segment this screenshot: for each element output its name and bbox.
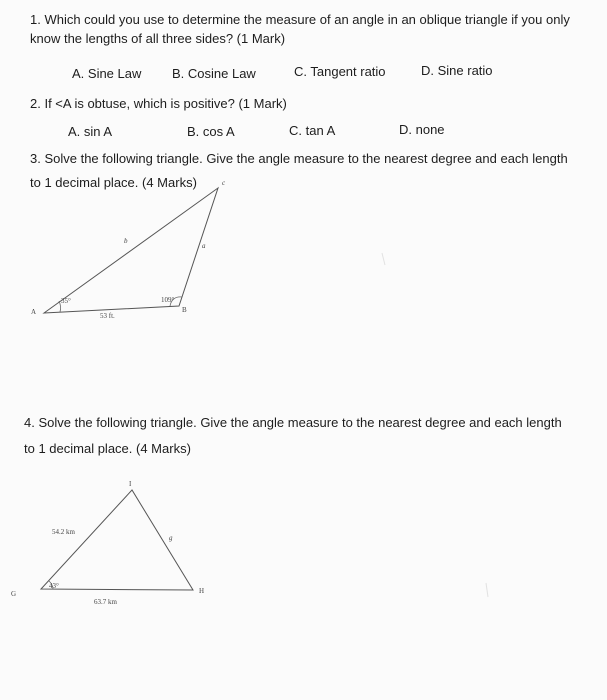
q2-option-c: C. tan A xyxy=(289,123,336,138)
question-4-text-line1: 4. Solve the following triangle. Give the angle measure to the nearest degree and each length xyxy=(24,415,562,430)
vertex-c-label: c xyxy=(222,179,226,187)
side-gh-label: 63.7 km xyxy=(94,598,117,606)
vertex-b-label: B xyxy=(182,306,187,314)
vertex-g-label: G xyxy=(11,590,17,598)
q1-option-c: C. Tangent ratio xyxy=(294,64,386,79)
side-c-label: 53 ft. xyxy=(100,312,115,320)
question-3-text-line2: to 1 decimal place. (4 Marks) xyxy=(30,175,197,190)
q1-option-d: D. Sine ratio xyxy=(421,63,493,78)
side-b-label: b xyxy=(124,237,128,245)
angle-b-label: 109° xyxy=(161,296,175,304)
vertex-a-label: A xyxy=(31,308,37,316)
question-2-text: 2. If <A is obtuse, which is positive? (1 Mark) xyxy=(30,96,287,111)
question-4-text-line2: to 1 decimal place. (4 Marks) xyxy=(24,441,191,456)
vertex-i-label: I xyxy=(129,480,132,488)
side-a-label: a xyxy=(202,242,206,250)
q2-option-d: D. none xyxy=(399,122,445,137)
q1-option-a: A. Sine Law xyxy=(72,66,142,81)
q2-option-a: A. sin A xyxy=(68,124,113,139)
angle-g-label: 43° xyxy=(49,582,59,590)
question-1-text: 1. Which could you use to determine the measure of an angle in an oblique triangle if you only know the lengths of all three sides? (1 Mark) xyxy=(30,12,570,46)
q1-option-b: B. Cosine Law xyxy=(172,66,256,81)
q2-option-b: B. cos A xyxy=(187,124,235,139)
question-3-text-line1: 3. Solve the following triangle. Give the angle measure to the nearest degree and each length xyxy=(30,151,568,166)
side-g-label: g xyxy=(169,534,173,542)
angle-a-label: 35° xyxy=(61,297,71,305)
vertex-h-label: H xyxy=(199,587,205,595)
side-gi-label: 54.2 km xyxy=(52,528,75,536)
